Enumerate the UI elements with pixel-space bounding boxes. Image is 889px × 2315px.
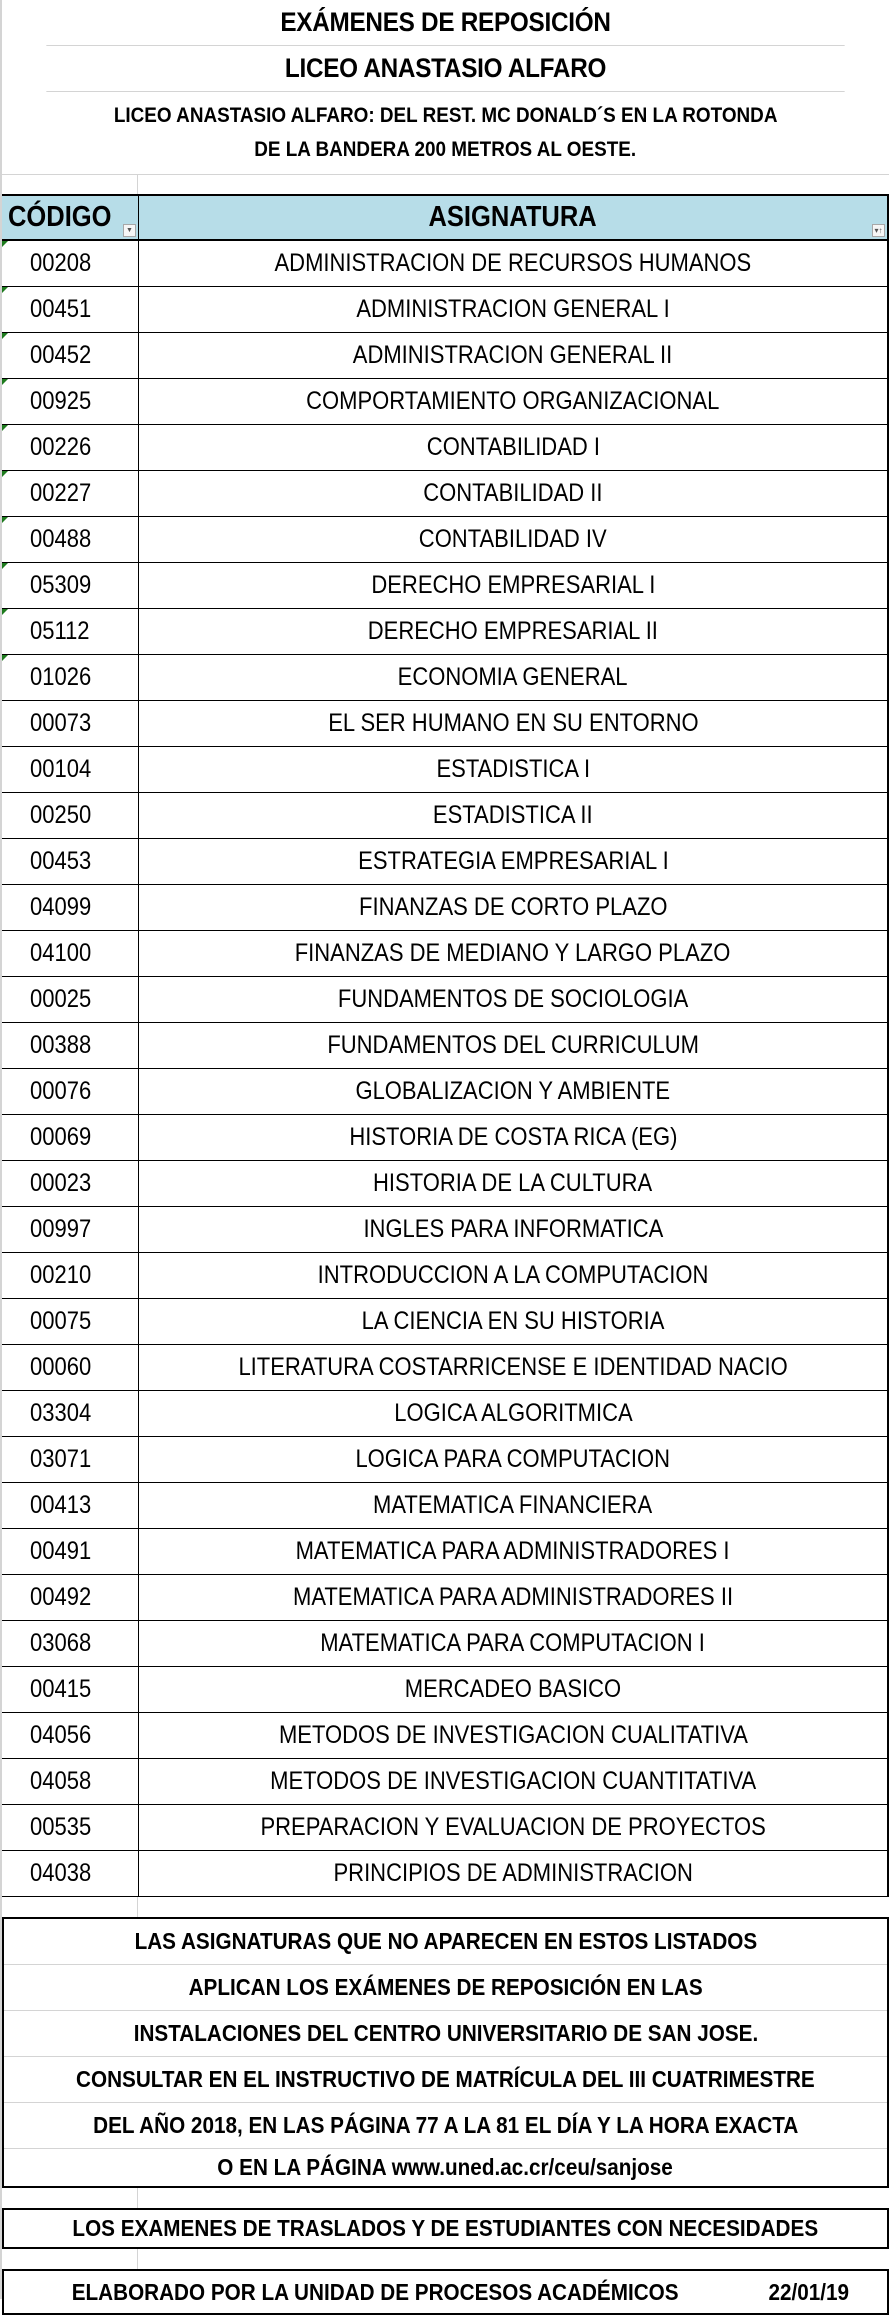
course-code: 00250 — [30, 801, 92, 829]
note-line: CONSULTAR EN EL INSTRUCTIVO DE MATRÍCULA DEL III CUATRIMESTRE — [4, 2057, 887, 2103]
table-row[interactable] — [2, 885, 887, 931]
subjects-table — [2, 194, 889, 1897]
note-line: DEL AÑO 2018, EN LAS PÁGINA 77 A LA 81 EL DÍA Y LA HORA EXACTA — [4, 2103, 887, 2149]
course-code: 04056 — [30, 1721, 92, 1749]
cell-code[interactable] — [2, 747, 139, 792]
page-title: EXÁMENES DE REPOSICIÓN — [46, 0, 844, 46]
course-subject: ADMINISTRACION GENERAL I — [356, 295, 670, 323]
error-indicator-icon — [2, 471, 8, 477]
table-row[interactable] — [2, 1667, 887, 1713]
cell-subject[interactable] — [139, 1575, 887, 1620]
table-row[interactable] — [2, 1621, 887, 1667]
table-row[interactable] — [2, 609, 887, 655]
cell-subject[interactable] — [139, 241, 887, 286]
footer-line — [4, 2271, 887, 2313]
filter-dropdown-icon[interactable]: ▼ — [123, 224, 136, 237]
footer-label: ELABORADO POR LA UNIDAD DE PROCESOS ACADÉMICOS — [71, 2278, 679, 2305]
cell-subject[interactable] — [139, 1023, 887, 1068]
cell-code[interactable] — [2, 1529, 139, 1574]
table-row[interactable] — [2, 1069, 887, 1115]
course-subject: LA CIENCIA EN SU HISTORIA — [361, 1307, 665, 1335]
cell-subject[interactable] — [139, 287, 887, 332]
course-code: 00069 — [30, 1123, 92, 1151]
course-code: 00060 — [30, 1353, 92, 1381]
course-subject: ADMINISTRACION GENERAL II — [353, 341, 673, 369]
table-row[interactable] — [2, 1299, 887, 1345]
cell-code[interactable] — [2, 1437, 139, 1482]
cell-code[interactable] — [2, 1713, 139, 1758]
course-code: 04058 — [30, 1767, 92, 1795]
course-code: 03304 — [30, 1399, 92, 1427]
notes-box — [2, 1917, 889, 2188]
column-header-subject[interactable] — [139, 196, 887, 239]
course-subject: FUNDAMENTOS DE SOCIOLOGIA — [337, 985, 689, 1013]
table-row[interactable] — [2, 701, 887, 747]
course-code: 00415 — [30, 1675, 92, 1703]
course-code: 00413 — [30, 1491, 92, 1519]
cell-subject[interactable] — [139, 1207, 887, 1252]
cell-subject[interactable] — [139, 1253, 887, 1298]
error-indicator-icon — [2, 425, 8, 431]
cell-subject[interactable] — [139, 885, 887, 930]
error-indicator-icon — [2, 563, 8, 569]
table-row[interactable] — [2, 793, 887, 839]
cell-subject[interactable] — [139, 1805, 887, 1850]
course-subject: COMPORTAMIENTO ORGANIZACIONAL — [306, 387, 720, 415]
cell-subject[interactable] — [139, 1759, 887, 1804]
cell-code[interactable] — [2, 1023, 139, 1068]
table-row[interactable] — [2, 1805, 887, 1851]
course-subject: FINANZAS DE CORTO PLAZO — [358, 893, 668, 921]
cell-code[interactable] — [2, 655, 139, 700]
note-line: INSTALACIONES DEL CENTRO UNIVERSITARIO DE SAN JOSE. — [4, 2011, 887, 2057]
course-code: 00025 — [30, 985, 92, 1013]
table-row[interactable] — [2, 1575, 887, 1621]
cell-subject[interactable] — [139, 1437, 887, 1482]
course-subject: HISTORIA DE COSTA RICA (EG) — [348, 1123, 678, 1151]
cell-code[interactable] — [2, 793, 139, 838]
footer-date: 22/01/19 — [768, 2278, 849, 2305]
footer-box — [2, 2269, 889, 2315]
course-subject: PRINCIPIOS DE ADMINISTRACION — [333, 1859, 693, 1887]
cell-code[interactable] — [2, 609, 139, 654]
course-code: 00451 — [30, 295, 92, 323]
course-subject: LOGICA PARA COMPUTACION — [355, 1445, 671, 1473]
note-line: LAS ASIGNATURAS QUE NO APARECEN EN ESTOS LISTADOS — [4, 1919, 887, 1965]
course-subject: ESTRATEGIA EMPRESARIAL I — [357, 847, 669, 875]
course-code: 00535 — [30, 1813, 92, 1841]
table-row[interactable] — [2, 1345, 887, 1391]
course-subject: FINANZAS DE MEDIANO Y LARGO PLAZO — [295, 939, 731, 967]
table-row[interactable] — [2, 1115, 887, 1161]
address-line-1: LICEO ANASTASIO ALFARO: DEL REST. MC DONALD´S EN LA ROTONDA — [113, 104, 778, 127]
course-code: 05309 — [30, 571, 92, 599]
course-subject: METODOS DE INVESTIGACION CUANTITATIVA — [269, 1767, 757, 1795]
cell-code[interactable] — [2, 1345, 139, 1390]
cell-subject[interactable] — [139, 609, 887, 654]
cell-code[interactable] — [2, 563, 139, 608]
cell-code[interactable] — [2, 977, 139, 1022]
course-code: 05112 — [30, 617, 90, 645]
cell-subject[interactable] — [139, 1299, 887, 1344]
course-code: 01026 — [30, 663, 92, 691]
course-subject: ADMINISTRACION DE RECURSOS HUMANOS — [274, 249, 752, 277]
filter-sort-ascending-icon[interactable]: ▾↑ — [872, 224, 885, 237]
error-indicator-icon — [2, 517, 8, 523]
table-row[interactable] — [2, 747, 887, 793]
cell-subject[interactable] — [139, 1069, 887, 1114]
course-subject: DERECHO EMPRESARIAL II — [367, 617, 659, 645]
course-code: 03068 — [30, 1629, 92, 1657]
cell-subject[interactable] — [139, 1483, 887, 1528]
course-code: 04100 — [30, 939, 92, 967]
error-indicator-icon — [2, 609, 8, 615]
cell-subject[interactable] — [139, 1161, 887, 1206]
cell-code[interactable] — [2, 425, 139, 470]
course-code: 00075 — [30, 1307, 92, 1335]
course-subject: MATEMATICA FINANCIERA — [373, 1491, 653, 1519]
course-subject: CONTABILIDAD II — [423, 479, 603, 507]
table-row[interactable] — [2, 1759, 887, 1805]
cell-subject[interactable] — [139, 1851, 887, 1896]
cell-code[interactable] — [2, 1621, 139, 1666]
table-row[interactable] — [2, 517, 887, 563]
table-row[interactable] — [2, 1529, 887, 1575]
table-row[interactable] — [2, 1023, 887, 1069]
column-header-subject-label: ASIGNATURA — [428, 201, 598, 233]
cell-subject[interactable] — [139, 1667, 887, 1712]
cell-code[interactable] — [2, 471, 139, 516]
cell-subject[interactable] — [139, 793, 887, 838]
cell-code[interactable] — [2, 1161, 139, 1206]
cell-subject[interactable] — [139, 931, 887, 976]
course-code: 00453 — [30, 847, 92, 875]
cell-code[interactable] — [2, 1851, 139, 1896]
course-code: 00388 — [30, 1031, 92, 1059]
course-code: 00488 — [30, 525, 92, 553]
course-subject: MATEMATICA PARA ADMINISTRADORES I — [296, 1537, 730, 1565]
cell-subject[interactable] — [139, 1115, 887, 1160]
cell-subject[interactable] — [139, 333, 887, 378]
cell-subject[interactable] — [139, 701, 887, 746]
table-row[interactable] — [2, 1207, 887, 1253]
course-subject: EL SER HUMANO EN SU ENTORNO — [327, 709, 699, 737]
table-body — [2, 241, 887, 1897]
cell-code[interactable] — [2, 1391, 139, 1436]
cell-code[interactable] — [2, 1667, 139, 1712]
cell-code[interactable] — [2, 701, 139, 746]
address-line-2: DE LA BANDERA 200 METROS AL OESTE. — [254, 138, 637, 161]
table-row[interactable] — [2, 1713, 887, 1759]
cell-code[interactable] — [2, 1207, 139, 1252]
course-subject: LITERATURA COSTARRICENSE E IDENTIDAD NACIO — [238, 1353, 788, 1381]
course-code: 03071 — [30, 1445, 92, 1473]
course-subject: INGLES PARA INFORMATICA — [363, 1215, 663, 1243]
course-subject: GLOBALIZACION Y AMBIENTE — [355, 1077, 671, 1105]
error-indicator-icon — [2, 655, 8, 661]
spacer-row — [2, 2188, 889, 2208]
course-code: 04099 — [30, 893, 92, 921]
course-code: 04038 — [30, 1859, 92, 1887]
cell-code[interactable] — [2, 379, 139, 424]
course-code: 00104 — [30, 755, 92, 783]
table-row[interactable] — [2, 1391, 887, 1437]
cell-code[interactable] — [2, 839, 139, 884]
table-row[interactable] — [2, 977, 887, 1023]
table-row[interactable] — [2, 287, 887, 333]
course-code: 00227 — [30, 479, 92, 507]
course-subject: ESTADISTICA II — [433, 801, 593, 829]
transfers-note-box — [2, 2208, 889, 2249]
table-row[interactable] — [2, 1253, 887, 1299]
cell-code[interactable] — [2, 1069, 139, 1114]
cell-code[interactable] — [2, 931, 139, 976]
cell-subject[interactable] — [139, 517, 887, 562]
cell-code[interactable] — [2, 1575, 139, 1620]
course-code: 00023 — [30, 1169, 92, 1197]
table-row[interactable] — [2, 839, 887, 885]
table-row[interactable] — [2, 563, 887, 609]
course-code: 00208 — [30, 249, 92, 277]
course-code: 00073 — [30, 709, 92, 737]
cell-code[interactable] — [2, 885, 139, 930]
table-row[interactable] — [2, 425, 887, 471]
cell-subject[interactable] — [139, 471, 887, 516]
cell-code[interactable] — [2, 1805, 139, 1850]
course-subject: PREPARACION Y EVALUACION DE PROYECTOS — [260, 1813, 766, 1841]
error-indicator-icon — [2, 241, 8, 247]
course-code: 00491 — [30, 1537, 92, 1565]
course-code: 00226 — [30, 433, 92, 461]
table-row[interactable] — [2, 1437, 887, 1483]
course-subject: ESTADISTICA I — [436, 755, 590, 783]
column-header-code[interactable] — [2, 196, 139, 239]
cell-subject[interactable] — [139, 839, 887, 884]
cell-code[interactable] — [2, 333, 139, 378]
note-line: APLICAN LOS EXÁMENES DE REPOSICIÓN EN LAS — [4, 1965, 887, 2011]
cell-code[interactable] — [2, 517, 139, 562]
error-indicator-icon — [2, 379, 8, 385]
cell-subject[interactable] — [139, 747, 887, 792]
course-subject: MATEMATICA PARA ADMINISTRADORES II — [292, 1583, 734, 1611]
column-header-code-label: CÓDIGO — [8, 201, 112, 233]
error-indicator-icon — [2, 287, 8, 293]
cell-subject[interactable] — [139, 379, 887, 424]
table-row[interactable] — [2, 471, 887, 517]
cell-subject[interactable] — [139, 1345, 887, 1390]
table-row[interactable] — [2, 333, 887, 379]
table-row[interactable] — [2, 1161, 887, 1207]
cell-code[interactable] — [2, 1759, 139, 1804]
document-header — [2, 0, 889, 194]
course-subject: DERECHO EMPRESARIAL I — [370, 571, 656, 599]
cell-subject[interactable] — [139, 1713, 887, 1758]
cell-code[interactable] — [2, 287, 139, 332]
transfers-note: LOS EXAMENES DE TRASLADOS Y DE ESTUDIANTES CON NECESIDADES — [72, 2215, 819, 2241]
course-subject: FUNDAMENTOS DEL CURRICULUM — [327, 1031, 699, 1059]
cell-code[interactable] — [2, 1253, 139, 1298]
cell-subject[interactable] — [139, 1621, 887, 1666]
course-subject: MERCADEO BASICO — [404, 1675, 622, 1703]
cell-subject[interactable] — [139, 425, 887, 470]
course-subject: METODOS DE INVESTIGACION CUALITATIVA — [278, 1721, 748, 1749]
spacer-row — [2, 2249, 889, 2269]
spacer-row — [2, 175, 889, 194]
course-subject: MATEMATICA PARA COMPUTACION I — [320, 1629, 706, 1657]
cell-subject[interactable] — [139, 1391, 887, 1436]
course-code: 00076 — [30, 1077, 92, 1105]
course-subject: LOGICA ALGORITMICA — [393, 1399, 633, 1427]
course-code: 00492 — [30, 1583, 92, 1611]
course-code: 00997 — [30, 1215, 92, 1243]
course-subject: HISTORIA DE LA CULTURA — [373, 1169, 653, 1197]
cell-code[interactable] — [2, 1483, 139, 1528]
address-block — [2, 92, 889, 175]
cell-code[interactable] — [2, 1115, 139, 1160]
cell-code[interactable] — [2, 241, 139, 286]
table-header-row — [2, 196, 887, 241]
table-row[interactable] — [2, 379, 887, 425]
course-subject: CONTABILIDAD IV — [419, 525, 607, 553]
course-subject: ECONOMIA GENERAL — [398, 663, 628, 691]
cell-subject[interactable] — [139, 1529, 887, 1574]
course-code: 00452 — [30, 341, 92, 369]
course-subject: INTRODUCCION A LA COMPUTACION — [317, 1261, 709, 1289]
cell-subject[interactable] — [139, 655, 887, 700]
location-title: LICEO ANASTASIO ALFARO — [46, 46, 844, 92]
course-subject: CONTABILIDAD I — [426, 433, 600, 461]
error-indicator-icon — [2, 333, 8, 339]
table-row[interactable] — [2, 655, 887, 701]
spacer-row — [2, 1897, 889, 1917]
course-code: 00210 — [30, 1261, 92, 1289]
table-row[interactable] — [2, 931, 887, 977]
table-row[interactable] — [2, 1483, 887, 1529]
cell-code[interactable] — [2, 1299, 139, 1344]
cell-subject[interactable] — [139, 563, 887, 608]
note-line-url: O EN LA PÁGINA www.uned.ac.cr/ceu/sanjose — [217, 2154, 674, 2180]
table-row[interactable] — [2, 1851, 887, 1897]
course-code: 00925 — [30, 387, 92, 415]
table-row[interactable] — [2, 241, 887, 287]
cell-subject[interactable] — [139, 977, 887, 1022]
